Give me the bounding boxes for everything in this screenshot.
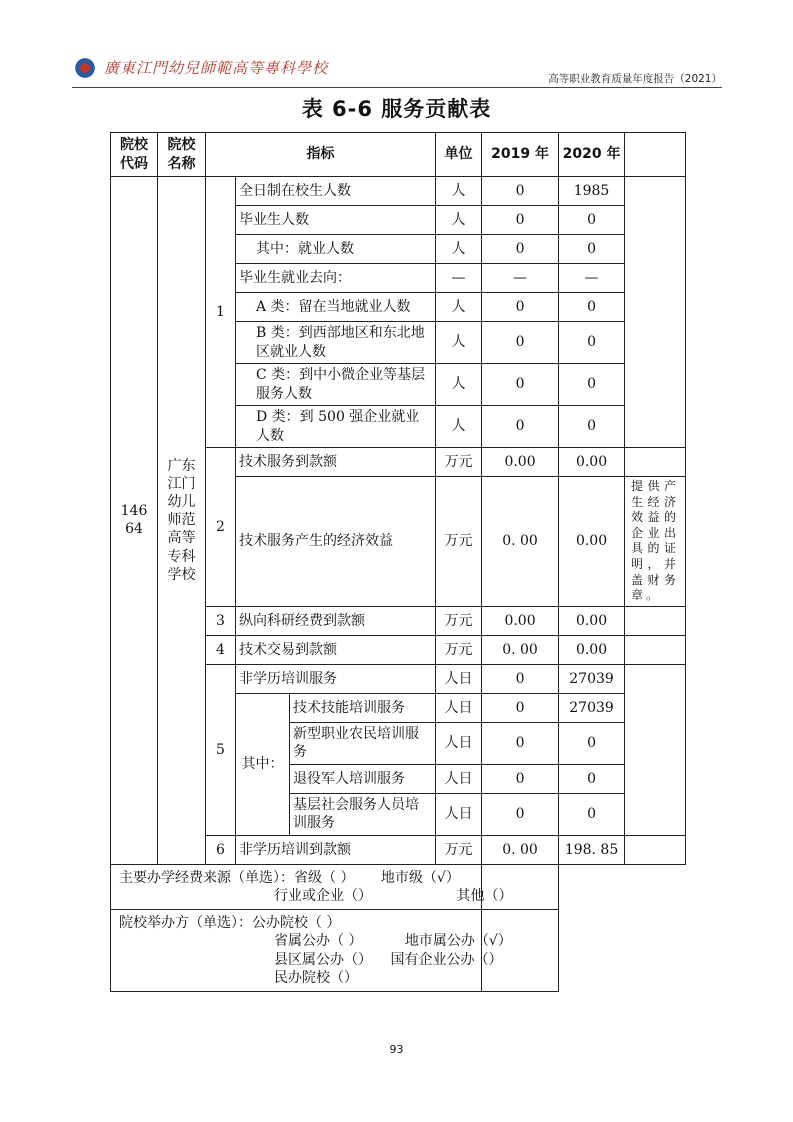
- unit-cell: 人: [436, 322, 482, 364]
- value-2020: 0: [559, 235, 625, 264]
- value-2019: 0. 00: [482, 835, 559, 864]
- unit-cell: 人: [436, 206, 482, 235]
- value-2019: 0: [482, 793, 559, 835]
- unit-cell: 人: [436, 235, 482, 264]
- value-2019: 0: [482, 764, 559, 793]
- value-2020: 0.00: [559, 606, 625, 635]
- group-number-2: 2: [206, 448, 236, 607]
- school-name: 广东江门幼儿师范高等专科学校: [158, 177, 206, 865]
- value-2019: —: [482, 264, 559, 293]
- value-2019: 0: [482, 235, 559, 264]
- note-cell: [625, 664, 686, 835]
- value-2019: 0. 00: [482, 477, 559, 607]
- value-2019: 0. 00: [482, 635, 559, 664]
- indicator-label: 基层社会服务人员培训服务: [290, 793, 436, 835]
- organizer-option-soe: 国有企业公办（）: [390, 951, 503, 968]
- funding-option-industry: 行业或企业（）: [274, 887, 372, 904]
- organizer-option-public: 公办院校（ ）: [252, 915, 341, 932]
- value-2020: 0.00: [559, 448, 625, 477]
- header-row: [111, 133, 686, 177]
- organizer-option-county: 县区属公办（）: [274, 951, 372, 968]
- indicator-label: 全日制在校生人数: [236, 177, 436, 206]
- school-name-calligraphy: 廣東江門幼兒師範高等專科學校: [104, 59, 329, 77]
- note-cell: [625, 835, 686, 864]
- funding-source-row: [111, 864, 686, 909]
- unit-cell: —: [436, 264, 482, 293]
- school-logo-icon: [74, 57, 96, 79]
- sub-label-among: 其中：: [236, 693, 290, 835]
- funding-source-cell: [111, 864, 513, 909]
- unit-cell: 人: [436, 177, 482, 206]
- page-number: 93: [389, 1043, 404, 1056]
- value-2019: 0.00: [482, 448, 559, 477]
- service-contribution-table: [110, 132, 686, 992]
- indicator-label: 技术服务产生的经济效益: [236, 477, 436, 607]
- indicator-label: 毕业生就业去向：: [236, 264, 436, 293]
- note-cell: [625, 177, 686, 448]
- group-number-3: 3: [206, 606, 236, 635]
- indicator-label: 其中：就业人数: [236, 235, 436, 264]
- value-2019: 0: [482, 364, 559, 406]
- unit-cell: 万元: [436, 477, 482, 607]
- organizer-option-private: 民办院校（）: [274, 969, 358, 986]
- value-2020: 0.00: [559, 635, 625, 664]
- indicator-label: 新型职业农民培训服务: [290, 722, 436, 764]
- value-2020: 0: [559, 364, 625, 406]
- col-header-unit: 单位: [436, 133, 482, 177]
- value-2020: 27039: [559, 664, 625, 693]
- value-2019: 0: [482, 664, 559, 693]
- value-2020: 1985: [559, 177, 625, 206]
- organizer-cell: [111, 910, 512, 992]
- indicator-label: 技术技能培训服务: [290, 693, 436, 722]
- value-2020: 0: [559, 793, 625, 835]
- unit-cell: 万元: [436, 448, 482, 477]
- table-title: 表 6-6 服务贡献表: [301, 97, 492, 121]
- col-header-indicator: 指标: [206, 133, 436, 177]
- value-2019: 0.00: [482, 606, 559, 635]
- value-2020: 198. 85: [559, 835, 625, 864]
- funding-option-province: 省级（ ）: [294, 869, 355, 886]
- col-header-2020: 2020 年: [559, 133, 625, 177]
- group-number-5: 5: [206, 664, 236, 835]
- value-2019: 0: [482, 177, 559, 206]
- value-2019: 0: [482, 406, 559, 448]
- value-2020: 0: [559, 722, 625, 764]
- unit-cell: 人日: [436, 722, 482, 764]
- funding-option-other: 其他（）: [456, 887, 513, 904]
- value-2020: 0: [559, 322, 625, 364]
- indicator-label: 非学历培训服务: [236, 664, 436, 693]
- page-header: [72, 50, 722, 90]
- note-cell: [625, 606, 686, 635]
- indicator-label: 毕业生人数: [236, 206, 436, 235]
- value-2020: 0: [559, 293, 625, 322]
- value-2019: 0: [482, 293, 559, 322]
- note-cell: [625, 448, 686, 477]
- value-2019: 0: [482, 693, 559, 722]
- note-cell: [625, 635, 686, 664]
- value-2020: 27039: [559, 693, 625, 722]
- indicator-label: A 类：留在当地就业人数: [236, 293, 436, 322]
- funding-label: 主要办学经费来源（单选）：: [119, 869, 294, 886]
- indicator-label: 非学历培训到款额: [236, 835, 436, 864]
- unit-cell: 人日: [436, 764, 482, 793]
- unit-cell: 万元: [436, 606, 482, 635]
- organizer-option-province: 省属公办（ ）: [274, 933, 363, 950]
- value-2020: 0: [559, 406, 625, 448]
- indicator-label: 退役军人培训服务: [290, 764, 436, 793]
- note-text: 提供产生经济效益的企业出具的证明，并盖财务章。: [625, 477, 686, 607]
- funding-option-city: 地市级（√）: [380, 869, 460, 886]
- school-code: 14664: [111, 177, 158, 865]
- table-row: [111, 177, 686, 206]
- unit-cell: 人: [436, 406, 482, 448]
- indicator-label: B 类：到西部地区和东北地区就业人数: [236, 322, 436, 364]
- unit-cell: 人日: [436, 693, 482, 722]
- col-header-code: 院校代码: [111, 133, 158, 177]
- unit-cell: 人日: [436, 664, 482, 693]
- value-2020: —: [559, 264, 625, 293]
- unit-cell: 人: [436, 293, 482, 322]
- indicator-label: 技术交易到款额: [236, 635, 436, 664]
- value-2019: 0: [482, 206, 559, 235]
- value-2019: 0: [482, 722, 559, 764]
- col-header-name: 院校名称: [158, 133, 206, 177]
- col-header-2019: 2019 年: [482, 133, 559, 177]
- organizer-option-city: 地市属公办（√）: [404, 933, 512, 950]
- indicator-label: 技术服务到款额: [236, 448, 436, 477]
- group-number-6: 6: [206, 835, 236, 864]
- organizer-row: [111, 910, 686, 992]
- indicator-label: D 类：到 500 强企业就业人数: [236, 406, 436, 448]
- indicator-label: C 类：到中小微企业等基层服务人数: [236, 364, 436, 406]
- value-2019: 0: [482, 322, 559, 364]
- value-2020: 0: [559, 764, 625, 793]
- group-number-4: 4: [206, 635, 236, 664]
- organizer-label: 院校举办方（单选）：: [119, 915, 252, 932]
- report-title: 高等职业教育质量年度报告（2021）: [548, 73, 722, 85]
- group-number-1: 1: [206, 177, 236, 448]
- col-header-note: [625, 133, 686, 177]
- unit-cell: 万元: [436, 635, 482, 664]
- unit-cell: 人日: [436, 793, 482, 835]
- indicator-label: 纵向科研经费到款额: [236, 606, 436, 635]
- header-divider: [72, 87, 722, 88]
- unit-cell: 人: [436, 364, 482, 406]
- unit-cell: 万元: [436, 835, 482, 864]
- value-2020: 0: [559, 206, 625, 235]
- value-2020: 0.00: [559, 477, 625, 607]
